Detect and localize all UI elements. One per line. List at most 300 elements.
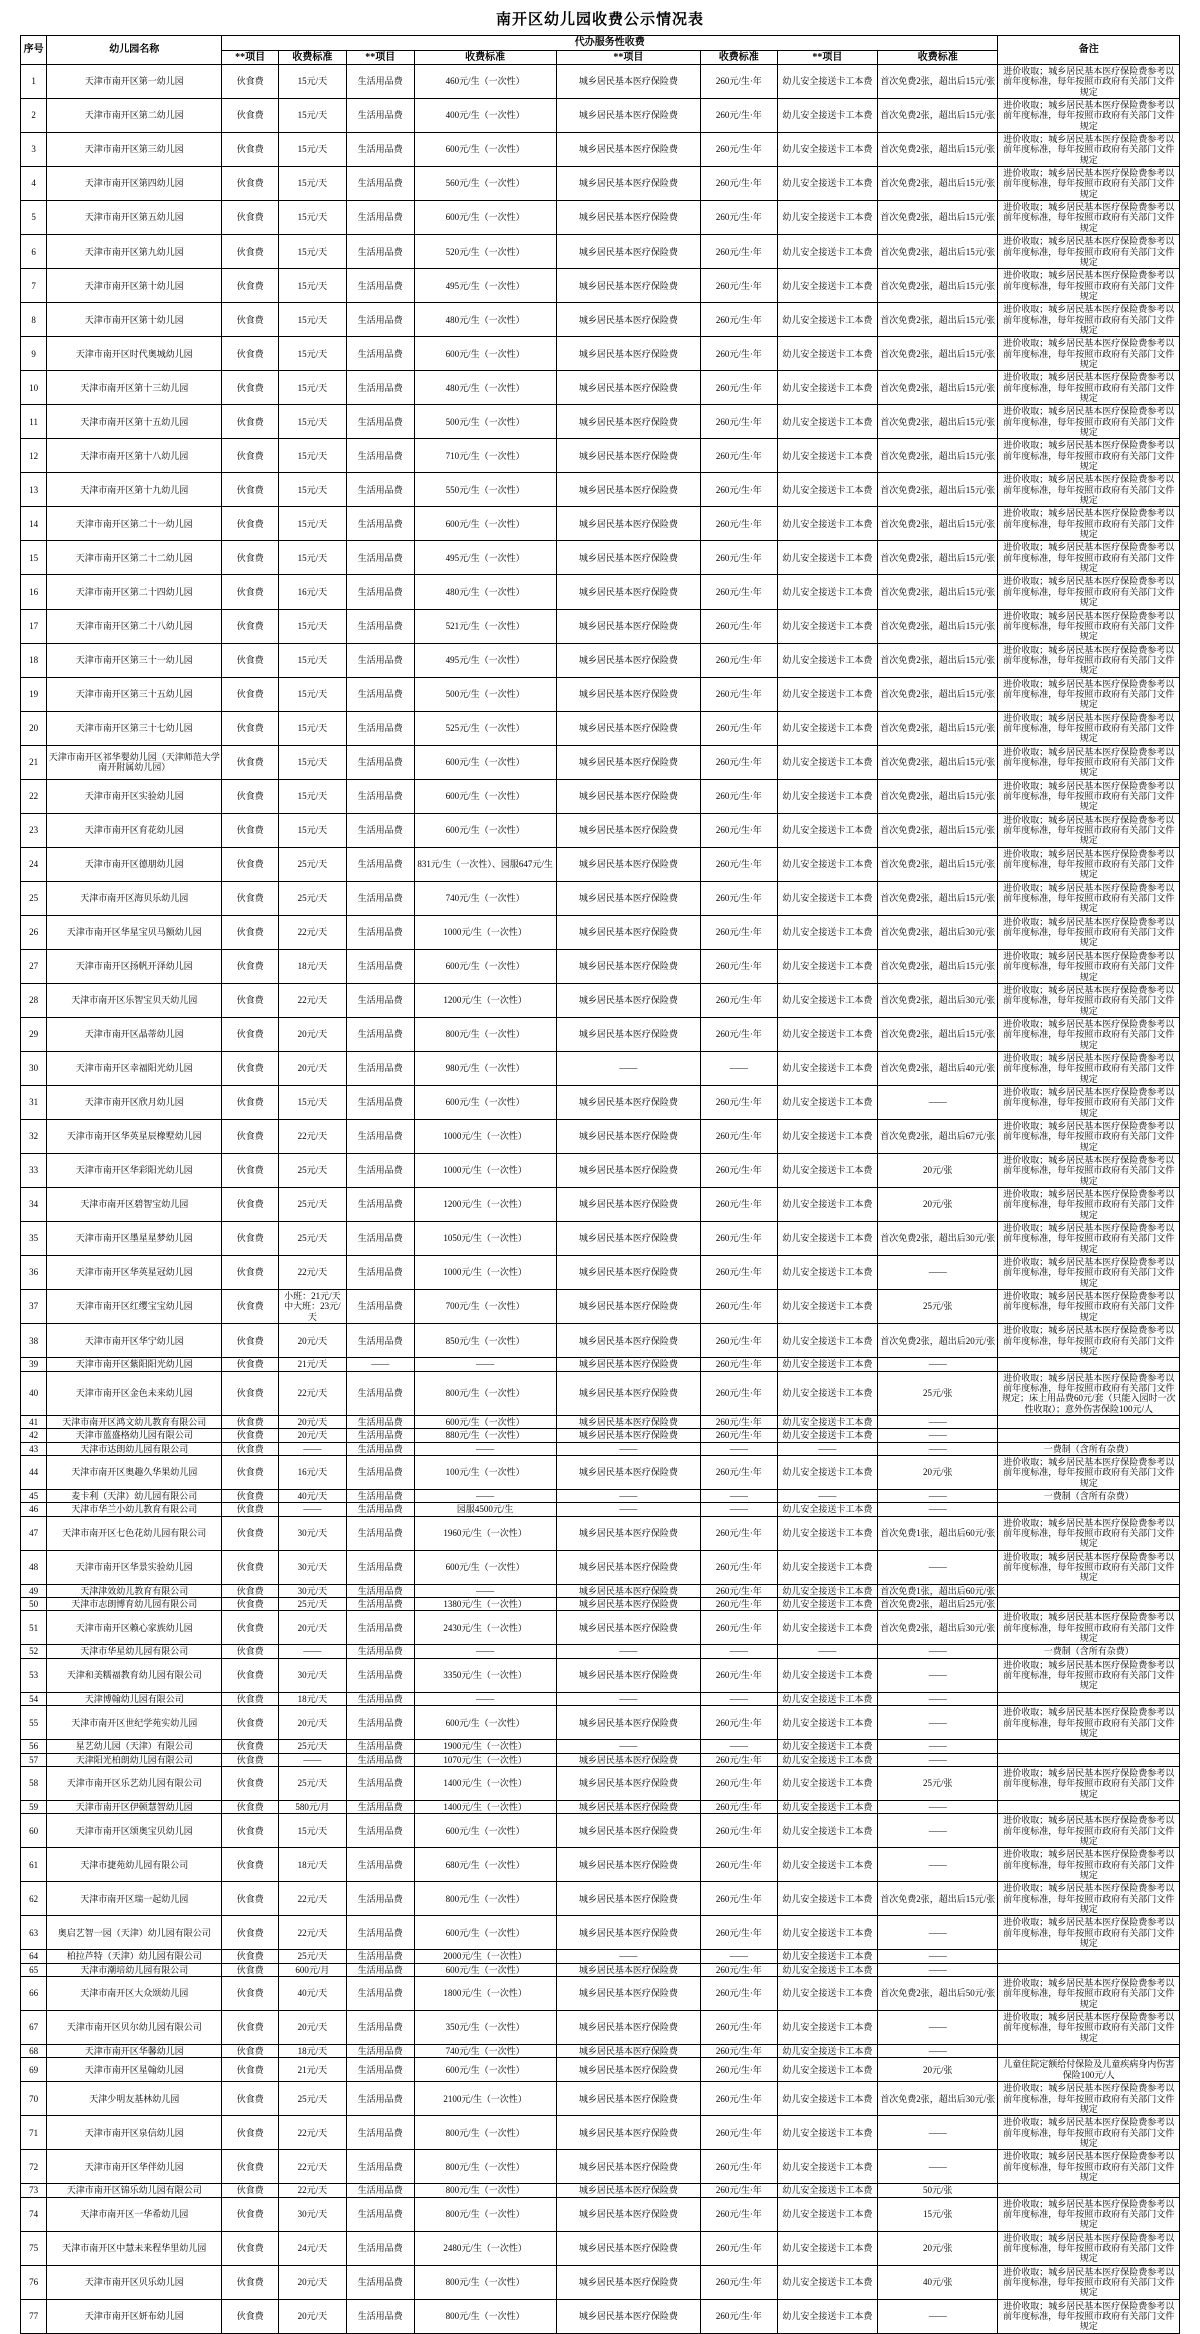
row-item-2: 生活用品费 <box>346 201 414 235</box>
row-item-3: —— <box>556 1645 700 1658</box>
row-standard-2: 850元/生（一次性） <box>414 1324 556 1358</box>
row-item-2: 生活用品费 <box>346 1814 414 1848</box>
row-item-1: 伙食费 <box>222 1051 279 1085</box>
row-kindergarten-name: 天津市南开区第十幼儿园 <box>47 269 222 303</box>
row-remark: 进价收取；城乡居民基本医疗保险费参考以前年度标准，每年按照市政府有关部门文件规定 <box>998 99 1180 133</box>
row-item-3: 城乡居民基本医疗保险费 <box>556 1848 700 1882</box>
header-item-1: **项目 <box>222 50 279 65</box>
row-remark: 一费制（含所有杂费） <box>998 1489 1180 1502</box>
row-index: 72 <box>21 2150 47 2184</box>
row-item-3: 城乡居民基本医疗保险费 <box>556 575 700 609</box>
table-row <box>21 2197 1180 2231</box>
row-standard-2: 495元/生（一次性） <box>414 643 556 677</box>
row-remark <box>998 1598 1180 1611</box>
row-item-2: 生活用品费 <box>346 1503 414 1516</box>
row-standard-2: 400元/生（一次性） <box>414 99 556 133</box>
row-index: 29 <box>21 1017 47 1051</box>
row-item-1: 伙食费 <box>222 2058 279 2082</box>
row-standard-4: 首次免费2张，超出后30元/张 <box>878 983 998 1017</box>
row-item-1: 伙食费 <box>222 1550 279 1584</box>
table-row <box>21 1611 1180 1645</box>
row-remark: 进价收取；城乡居民基本医疗保险费参考以前年度标准，每年按照市政府有关部门文件规定 <box>998 1882 1180 1916</box>
row-item-1: 伙食费 <box>222 405 279 439</box>
row-kindergarten-name: 天津市南开区华宁幼儿园 <box>47 1324 222 1358</box>
row-index: 25 <box>21 881 47 915</box>
row-item-3: 城乡居民基本医疗保险费 <box>556 1371 700 1415</box>
row-remark <box>998 1692 1180 1705</box>
row-item-1: 伙食费 <box>222 1916 279 1950</box>
row-item-3: —— <box>556 1950 700 1963</box>
table-row <box>21 439 1180 473</box>
row-standard-3: 260元/生·年 <box>701 473 778 507</box>
row-item-4: 幼儿安全接送卡工本费 <box>777 1051 878 1085</box>
row-item-3: 城乡居民基本医疗保险费 <box>556 1753 700 1766</box>
row-item-1: 伙食费 <box>222 303 279 337</box>
row-standard-1: 20元/天 <box>279 2299 347 2333</box>
row-standard-4: 首次免费2张，超出后15元/张 <box>878 1017 998 1051</box>
row-item-1: 伙食费 <box>222 1442 279 1455</box>
row-kindergarten-name: 天津市南开区第三十一幼儿园 <box>47 643 222 677</box>
row-standard-1: 22元/天 <box>279 1256 347 1290</box>
row-item-4: 幼儿安全接送卡工本费 <box>777 65 878 99</box>
row-standard-3: 260元/生·年 <box>701 1017 778 1051</box>
row-standard-4: 50元/张 <box>878 2184 998 2197</box>
row-kindergarten-name: 天津市南开区第三十五幼儿园 <box>47 677 222 711</box>
row-index: 32 <box>21 1119 47 1153</box>
row-standard-2: —— <box>414 1358 556 1371</box>
row-remark: 进价收取；城乡居民基本医疗保险费参考以前年度标准，每年按照市政府有关部门文件规定 <box>998 1658 1180 1692</box>
row-standard-4: —— <box>878 1550 998 1584</box>
row-remark: 进价收取；城乡居民基本医疗保险费参考以前年度标准，每年按照市政府有关部门文件规定 <box>998 1119 1180 1153</box>
row-standard-4: 首次免费2张，超出后15元/张 <box>878 167 998 201</box>
table-row <box>21 1371 1180 1415</box>
row-standard-2: 680元/生（一次性） <box>414 1848 556 1882</box>
row-item-3: 城乡居民基本医疗保险费 <box>556 371 700 405</box>
table-row <box>21 99 1180 133</box>
row-item-3: 城乡居民基本医疗保险费 <box>556 99 700 133</box>
row-standard-1: 15元/天 <box>279 541 347 575</box>
row-standard-2: 1900元/生（一次性） <box>414 1740 556 1753</box>
row-item-4: 幼儿安全接送卡工本费 <box>777 1358 878 1371</box>
row-kindergarten-name: 天津市南开区赖心家族幼儿园 <box>47 1611 222 1645</box>
row-standard-3: 260元/生·年 <box>701 337 778 371</box>
row-standard-4: —— <box>878 1800 998 1813</box>
row-item-3: 城乡居民基本医疗保险费 <box>556 2082 700 2116</box>
row-item-1: 伙食费 <box>222 711 279 745</box>
row-item-3: 城乡居民基本医疗保险费 <box>556 983 700 1017</box>
row-remark: 进价收取；城乡居民基本医疗保险费参考以前年度标准，每年按照市政府有关部门文件规定 <box>998 133 1180 167</box>
row-item-4: 幼儿安全接送卡工本费 <box>777 507 878 541</box>
table-row <box>21 201 1180 235</box>
row-standard-1: 15元/天 <box>279 507 347 541</box>
row-standard-3: 260元/生·年 <box>701 1598 778 1611</box>
row-standard-1: 15元/天 <box>279 711 347 745</box>
row-item-4: 幼儿安全接送卡工本费 <box>777 779 878 813</box>
row-item-2: 生活用品费 <box>346 507 414 541</box>
row-remark: 进价收取；城乡居民基本医疗保险费参考以前年度标准，每年按照市政府有关部门文件规定 <box>998 337 1180 371</box>
row-standard-3: 260元/生·年 <box>701 65 778 99</box>
row-item-3: 城乡居民基本医疗保险费 <box>556 1358 700 1371</box>
header-remark: 备注 <box>998 36 1180 65</box>
row-standard-2: 600元/生（一次性） <box>414 1550 556 1584</box>
row-item-3: 城乡居民基本医疗保险费 <box>556 1256 700 1290</box>
row-standard-2: 500元/生（一次性） <box>414 405 556 439</box>
row-item-4: 幼儿安全接送卡工本费 <box>777 371 878 405</box>
row-item-2: 生活用品费 <box>346 1706 414 1740</box>
row-standard-4: 首次免费2张，超出后15元/张 <box>878 575 998 609</box>
row-index: 37 <box>21 1290 47 1324</box>
row-kindergarten-name: 天津市南开区华伴幼儿园 <box>47 2150 222 2184</box>
row-remark: 进价收取；城乡居民基本医疗保险费参考以前年度标准，每年按照市政府有关部门文件规定 <box>998 2299 1180 2333</box>
row-index: 67 <box>21 2011 47 2045</box>
row-index: 19 <box>21 677 47 711</box>
row-standard-3: 260元/生·年 <box>701 2265 778 2299</box>
table-row <box>21 1645 1180 1658</box>
row-standard-2: 800元/生（一次性） <box>414 1017 556 1051</box>
row-standard-4: 首次免费2张，超出后15元/张 <box>878 303 998 337</box>
row-kindergarten-name: 天津市南开区锦乐幼儿园有限公司 <box>47 2184 222 2197</box>
row-standard-4: 首次免费2张，超出后15元/张 <box>878 337 998 371</box>
row-standard-3: 260元/生·年 <box>701 1222 778 1256</box>
row-item-3: 城乡居民基本医疗保险费 <box>556 1017 700 1051</box>
row-item-3: 城乡居民基本医疗保险费 <box>556 1800 700 1813</box>
table-row <box>21 1584 1180 1597</box>
table-row <box>21 2150 1180 2184</box>
table-row <box>21 1916 1180 1950</box>
row-standard-3: 260元/生·年 <box>701 1256 778 1290</box>
header-standard-2: 收费标准 <box>414 50 556 65</box>
row-standard-4: 首次免费2张，超出后50元/张 <box>878 1977 998 2011</box>
row-remark: 一费制（含所有杂费） <box>998 1442 1180 1455</box>
row-standard-3: 260元/生·年 <box>701 1584 778 1597</box>
row-standard-4: 20元/张 <box>878 2058 998 2082</box>
row-kindergarten-name: 奥启艺智一园（天津）幼儿园有限公司 <box>47 1916 222 1950</box>
row-standard-3: 260元/生·年 <box>701 1916 778 1950</box>
row-standard-2: 800元/生（一次性） <box>414 2299 556 2333</box>
table-row <box>21 1324 1180 1358</box>
row-standard-3: 260元/生·年 <box>701 2116 778 2150</box>
row-index: 51 <box>21 1611 47 1645</box>
row-remark: 进价收取；城乡居民基本医疗保险费参考以前年度标准，每年按照市政府有关部门文件规定 <box>998 1516 1180 1550</box>
row-item-2: 生活用品费 <box>346 1051 414 1085</box>
row-standard-3: 260元/生·年 <box>701 1963 778 1976</box>
row-standard-3: 260元/生·年 <box>701 1516 778 1550</box>
row-standard-4: 首次免费2张，超出后15元/张 <box>878 371 998 405</box>
row-standard-2: 1960元/生（一次性） <box>414 1516 556 1550</box>
row-item-4: 幼儿安全接送卡工本费 <box>777 1256 878 1290</box>
row-item-1: 伙食费 <box>222 1290 279 1324</box>
row-index: 24 <box>21 847 47 881</box>
row-index: 68 <box>21 2045 47 2058</box>
row-index: 66 <box>21 1977 47 2011</box>
row-item-1: 伙食费 <box>222 1324 279 1358</box>
row-standard-2: 1200元/生（一次性） <box>414 1188 556 1222</box>
row-index: 61 <box>21 1848 47 1882</box>
row-item-3: 城乡居民基本医疗保险费 <box>556 1584 700 1597</box>
row-standard-4: —— <box>878 1814 998 1848</box>
row-item-1: 伙食费 <box>222 1584 279 1597</box>
row-item-4: 幼儿安全接送卡工本费 <box>777 269 878 303</box>
table-row <box>21 2082 1180 2116</box>
row-standard-2: 园服4500元/生 <box>414 1503 556 1516</box>
row-standard-3: 260元/生·年 <box>701 711 778 745</box>
row-item-4: 幼儿安全接送卡工本费 <box>777 405 878 439</box>
row-item-3: 城乡居民基本医疗保险费 <box>556 643 700 677</box>
row-index: 38 <box>21 1324 47 1358</box>
table-row <box>21 949 1180 983</box>
row-standard-3: 260元/生·年 <box>701 2058 778 2082</box>
row-kindergarten-name: 天津市南开区育花幼儿园 <box>47 813 222 847</box>
row-item-4: 幼儿安全接送卡工本费 <box>777 235 878 269</box>
row-remark: 进价收取；城乡居民基本医疗保险费参考以前年度标准，每年按照市政府有关部门文件规定 <box>998 1977 1180 2011</box>
row-kindergarten-name: 天津市南开区第四幼儿园 <box>47 167 222 201</box>
row-item-2: 生活用品费 <box>346 167 414 201</box>
row-index: 44 <box>21 1455 47 1489</box>
row-item-3: —— <box>556 1051 700 1085</box>
row-standard-4: 首次免费2张，超出后15元/张 <box>878 439 998 473</box>
row-kindergarten-name: 天津市南开区第十五幼儿园 <box>47 405 222 439</box>
header-service-group: 代办服务性收费 <box>222 36 998 51</box>
row-item-2: 生活用品费 <box>346 337 414 371</box>
table-row <box>21 337 1180 371</box>
row-standard-2: 880元/生（一次性） <box>414 1429 556 1442</box>
row-item-2: 生活用品费 <box>346 1119 414 1153</box>
row-standard-4: 首次免费2张，超出后15元/张 <box>878 235 998 269</box>
row-standard-3: 260元/生·年 <box>701 677 778 711</box>
row-remark: 进价收取；城乡居民基本医疗保险费参考以前年度标准，每年按照市政府有关部门文件规定 <box>998 1290 1180 1324</box>
table-row <box>21 1442 1180 1455</box>
row-standard-4: 首次免费2张，超出后15元/张 <box>878 813 998 847</box>
row-item-4: 幼儿安全接送卡工本费 <box>777 949 878 983</box>
row-standard-3: 260元/生·年 <box>701 1154 778 1188</box>
row-standard-2: 1000元/生（一次性） <box>414 1119 556 1153</box>
row-kindergarten-name: 天津市南开区金色未来幼儿园 <box>47 1371 222 1415</box>
table-row <box>21 2045 1180 2058</box>
row-standard-2: 550元/生（一次性） <box>414 473 556 507</box>
row-item-2: 生活用品费 <box>346 1256 414 1290</box>
row-remark: 进价收取；城乡居民基本医疗保险费参考以前年度标准，每年按照市政府有关部门文件规定 <box>998 711 1180 745</box>
row-index: 53 <box>21 1658 47 1692</box>
row-standard-3: 260元/生·年 <box>701 1324 778 1358</box>
row-standard-2: 800元/生（一次性） <box>414 2150 556 2184</box>
row-item-1: 伙食费 <box>222 2265 279 2299</box>
row-item-4: 幼儿安全接送卡工本费 <box>777 1916 878 1950</box>
row-remark: 进价收取；城乡居民基本医疗保险费参考以前年度标准，每年按照市政府有关部门文件规定 <box>998 1154 1180 1188</box>
row-item-3: 城乡居民基本医疗保险费 <box>556 303 700 337</box>
row-remark: 进价收取；城乡居民基本医疗保险费参考以前年度标准，每年按照市政府有关部门文件规定 <box>998 1550 1180 1584</box>
row-standard-4: —— <box>878 1916 998 1950</box>
row-standard-3: 260元/生·年 <box>701 99 778 133</box>
row-standard-3: 260元/生·年 <box>701 541 778 575</box>
row-standard-1: 25元/天 <box>279 1740 347 1753</box>
row-item-2: 生活用品费 <box>346 1658 414 1692</box>
row-standard-2: 2100元/生（一次性） <box>414 2082 556 2116</box>
row-kindergarten-name: 天津市南开区第二十四幼儿园 <box>47 575 222 609</box>
row-item-1: 伙食费 <box>222 541 279 575</box>
row-standard-4: 25元/张 <box>878 1371 998 1415</box>
table-row <box>21 405 1180 439</box>
row-standard-3: 260元/生·年 <box>701 167 778 201</box>
row-standard-4: 首次免费2张，超出后15元/张 <box>878 643 998 677</box>
table-row <box>21 1848 1180 1882</box>
row-kindergarten-name: 天津市南开区贝尔幼儿园有限公司 <box>47 2011 222 2045</box>
row-standard-2: 600元/生（一次性） <box>414 949 556 983</box>
table-row <box>21 609 1180 643</box>
row-standard-2: 1050元/生（一次性） <box>414 1222 556 1256</box>
header-standard-1: 收费标准 <box>279 50 347 65</box>
row-standard-3: 260元/生·年 <box>701 2150 778 2184</box>
row-index: 17 <box>21 609 47 643</box>
row-index: 22 <box>21 779 47 813</box>
row-item-1: 伙食费 <box>222 1766 279 1800</box>
row-standard-3: 260元/生·年 <box>701 1977 778 2011</box>
row-item-4: 幼儿安全接送卡工本费 <box>777 1154 878 1188</box>
row-standard-2: 800元/生（一次性） <box>414 2197 556 2231</box>
row-standard-2: 521元/生（一次性） <box>414 609 556 643</box>
row-item-4: 幼儿安全接送卡工本费 <box>777 541 878 575</box>
row-kindergarten-name: 天津市南开区华景实验幼儿园 <box>47 1550 222 1584</box>
row-standard-2: —— <box>414 1645 556 1658</box>
row-item-1: 伙食费 <box>222 1516 279 1550</box>
row-index: 49 <box>21 1584 47 1597</box>
row-item-3: 城乡居民基本医疗保险费 <box>556 2011 700 2045</box>
row-item-3: 城乡居民基本医疗保险费 <box>556 881 700 915</box>
row-standard-1: 30元/天 <box>279 1550 347 1584</box>
row-standard-1: 22元/天 <box>279 2150 347 2184</box>
row-item-3: 城乡居民基本医疗保险费 <box>556 2197 700 2231</box>
row-standard-2: 740元/生（一次性） <box>414 881 556 915</box>
row-item-4: 幼儿安全接送卡工本费 <box>777 1740 878 1753</box>
row-standard-2: 495元/生（一次性） <box>414 541 556 575</box>
row-item-4: 幼儿安全接送卡工本费 <box>777 201 878 235</box>
row-standard-3: —— <box>701 1645 778 1658</box>
row-standard-1: 22元/天 <box>279 983 347 1017</box>
row-standard-3: 260元/生·年 <box>701 1882 778 1916</box>
row-index: 8 <box>21 303 47 337</box>
row-item-2: 生活用品费 <box>346 2058 414 2082</box>
row-standard-2: 495元/生（一次性） <box>414 269 556 303</box>
row-standard-4: 首次免费2张，超出后30元/张 <box>878 1222 998 1256</box>
table-row <box>21 2058 1180 2082</box>
row-standard-4: 首次免费2张，超出后15元/张 <box>878 745 998 779</box>
row-kindergarten-name: 天津市南开区扬帆开泽幼儿园 <box>47 949 222 983</box>
table-row <box>21 1503 1180 1516</box>
row-kindergarten-name: 天津市南开区海贝乐幼儿园 <box>47 881 222 915</box>
row-standard-3: 260元/生·年 <box>701 1188 778 1222</box>
row-remark: 进价收取；城乡居民基本医疗保险费参考以前年度标准，每年按照市政府有关部门文件规定；床上用品费60元/套（只能入园时一次性收取）；意外伤害保险100元/人 <box>998 1371 1180 1415</box>
row-item-2: 生活用品费 <box>346 2184 414 2197</box>
table-row <box>21 2299 1180 2333</box>
row-index: 62 <box>21 1882 47 1916</box>
row-standard-4: 首次免费2张，超出后30元/张 <box>878 915 998 949</box>
table-row <box>21 541 1180 575</box>
row-standard-4: 首次免费2张，超出后15元/张 <box>878 473 998 507</box>
row-index: 4 <box>21 167 47 201</box>
row-standard-1: 20元/天 <box>279 1429 347 1442</box>
table-row <box>21 2265 1180 2299</box>
row-remark: 进价收取；城乡居民基本医疗保险费参考以前年度标准，每年按照市政府有关部门文件规定 <box>998 677 1180 711</box>
row-item-2: 生活用品费 <box>346 2082 414 2116</box>
row-item-1: 伙食费 <box>222 643 279 677</box>
row-standard-3: 260元/生·年 <box>701 371 778 405</box>
row-item-1: 伙食费 <box>222 1848 279 1882</box>
row-item-1: 伙食费 <box>222 1658 279 1692</box>
row-standard-2: 1000元/生（一次性） <box>414 1154 556 1188</box>
row-item-4: 幼儿安全接送卡工本费 <box>777 1503 878 1516</box>
row-kindergarten-name: 天津市南开区晶蒂幼儿园 <box>47 1017 222 1051</box>
row-item-4: 幼儿安全接送卡工本费 <box>777 813 878 847</box>
row-standard-4: 20元/张 <box>878 1154 998 1188</box>
row-item-1: 伙食费 <box>222 133 279 167</box>
row-standard-3: 260元/生·年 <box>701 609 778 643</box>
row-standard-3: 260元/生·年 <box>701 1371 778 1415</box>
row-item-1: 伙食费 <box>222 677 279 711</box>
row-standard-3: 260元/生·年 <box>701 915 778 949</box>
row-item-2: 生活用品费 <box>346 2299 414 2333</box>
row-item-4: 幼儿安全接送卡工本费 <box>777 2045 878 2058</box>
row-item-3: 城乡居民基本医疗保险费 <box>556 1119 700 1153</box>
table-row <box>21 235 1180 269</box>
row-item-2: —— <box>346 1358 414 1371</box>
row-standard-2: 600元/生（一次性） <box>414 337 556 371</box>
row-item-2: 生活用品费 <box>346 2265 414 2299</box>
row-kindergarten-name: 天津市南开区实验幼儿园 <box>47 779 222 813</box>
table-row <box>21 1429 1180 1442</box>
row-item-2: 生活用品费 <box>346 2045 414 2058</box>
row-item-2: 生活用品费 <box>346 1188 414 1222</box>
row-remark: 进价收取；城乡居民基本医疗保险费参考以前年度标准，每年按照市政府有关部门文件规定 <box>998 371 1180 405</box>
row-item-2: 生活用品费 <box>346 609 414 643</box>
row-standard-2: 600元/生（一次性） <box>414 2058 556 2082</box>
row-remark: 进价收取；城乡居民基本医疗保险费参考以前年度标准，每年按照市政府有关部门文件规定 <box>998 2231 1180 2265</box>
row-standard-4: 首次免费2张，超出后40元/张 <box>878 1051 998 1085</box>
row-remark: 进价收取；城乡居民基本医疗保险费参考以前年度标准，每年按照市政府有关部门文件规定 <box>998 507 1180 541</box>
row-standard-4: —— <box>878 1358 998 1371</box>
row-remark: 进价收取；城乡居民基本医疗保险费参考以前年度标准，每年按照市政府有关部门文件规定 <box>998 745 1180 779</box>
row-index: 41 <box>21 1415 47 1428</box>
row-kindergarten-name: 天津市南开区时代奥城幼儿园 <box>47 337 222 371</box>
row-standard-3: 260元/生·年 <box>701 2184 778 2197</box>
row-index: 13 <box>21 473 47 507</box>
row-index: 16 <box>21 575 47 609</box>
row-item-2: 生活用品费 <box>346 371 414 405</box>
row-index: 28 <box>21 983 47 1017</box>
row-item-2: 生活用品费 <box>346 983 414 1017</box>
header-item-3: **项目 <box>556 50 700 65</box>
row-item-2: 生活用品费 <box>346 881 414 915</box>
row-item-4: 幼儿安全接送卡工本费 <box>777 1706 878 1740</box>
row-item-4: 幼儿安全接送卡工本费 <box>777 1814 878 1848</box>
row-standard-1: 15元/天 <box>279 1085 347 1119</box>
row-remark: 进价收取；城乡居民基本医疗保险费参考以前年度标准，每年按照市政府有关部门文件规定 <box>998 949 1180 983</box>
row-standard-4: 20元/张 <box>878 1455 998 1489</box>
row-standard-3: 260元/生·年 <box>701 507 778 541</box>
row-item-4: 幼儿安全接送卡工本费 <box>777 1882 878 1916</box>
row-kindergarten-name: 天津市南开区第十九幼儿园 <box>47 473 222 507</box>
row-standard-4: —— <box>878 1442 998 1455</box>
row-standard-3: 260元/生·年 <box>701 303 778 337</box>
row-remark: 进价收取；城乡居民基本医疗保险费参考以前年度标准，每年按照市政府有关部门文件规定 <box>998 1017 1180 1051</box>
row-standard-1: 15元/天 <box>279 473 347 507</box>
row-remark: 进价收取；城乡居民基本医疗保险费参考以前年度标准，每年按照市政府有关部门文件规定 <box>998 779 1180 813</box>
row-kindergarten-name: 天津市南开区华英星冠幼儿园 <box>47 1256 222 1290</box>
table-row <box>21 2116 1180 2150</box>
row-item-4: 幼儿安全接送卡工本费 <box>777 99 878 133</box>
row-item-1: 伙食费 <box>222 915 279 949</box>
row-standard-4: —— <box>878 2150 998 2184</box>
header-item-2: **项目 <box>346 50 414 65</box>
row-remark: 进价收取；城乡居民基本医疗保险费参考以前年度标准，每年按照市政府有关部门文件规定 <box>998 915 1180 949</box>
